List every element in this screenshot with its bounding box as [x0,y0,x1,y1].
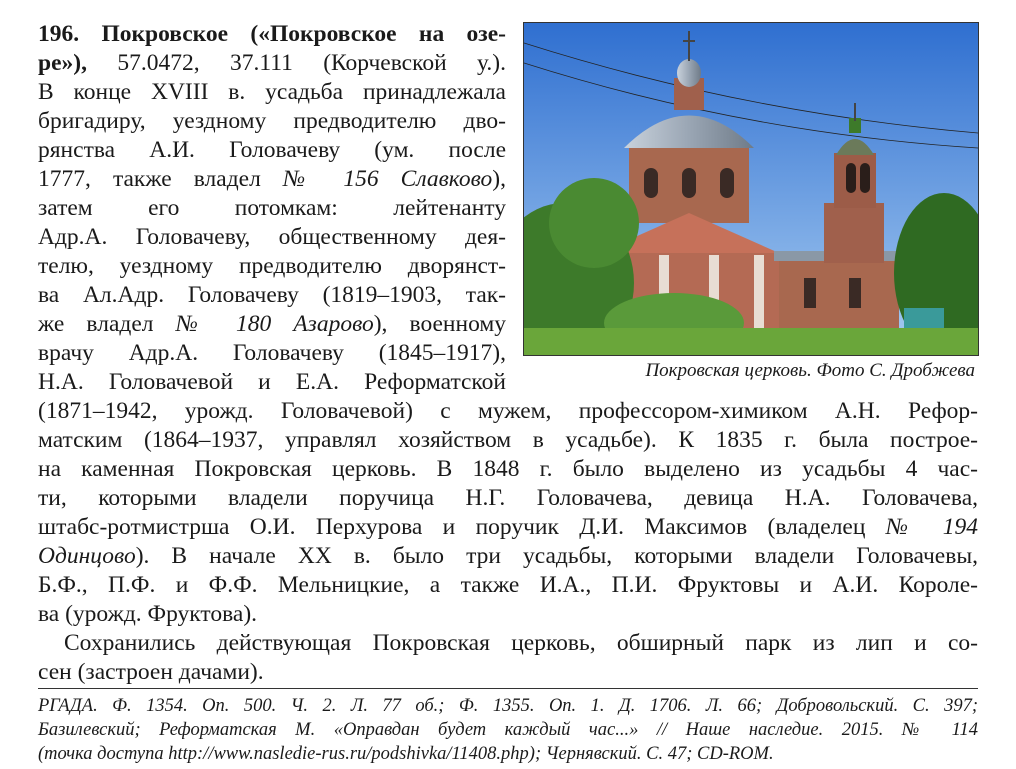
text-span: ), военному [373,311,506,337]
text-span: ). В начале XX в. было три усадьбы, которыми владели Головачевы, [135,543,978,569]
text-line-13: (1871–1942, урожд. Головачевой) с мужем, профессором-химиком А.Н. Рефор- [38,398,978,424]
text-line-8: телю, уездному предводителю дворянст- [38,253,506,279]
photo-caption: Покровская церковь. Фото С. Дробжева [645,360,975,381]
cross-ref-194[interactable]: № 194 [885,514,978,540]
source-line-2: Базилевский; Реформатская М. «Оправдан будет каждый час...» // Наше наследие. 2015. № 114 [38,720,978,740]
text-line-20: ва (урожд. Фруктова). [38,601,258,627]
text-line-3: бригадиру, уездному предводителю дво- [38,108,506,134]
text-line-21: Сохранились действующая Покровская церковь, обширный парк из лип и со- [64,630,978,656]
text-line-6: затем его потомкам: лейтенанту [38,195,506,221]
source-line-1: РГАДА. Ф. 1354. Оп. 500. Ч. 2. Л. 77 об.; Ф. 1355. Оп. 1. Д. 1706. Л. 66; Добровольский. С. 397; [38,696,978,716]
text-line-14: матским (1864–1937, управлял хозяйством в усадьбе). К 1835 г. была построе- [38,427,978,453]
source-line-3: (точка доступа http://www.nasledie-rus.ru/podshivka/11408.php); Чернявский. С. 47; CD-ROM. [38,744,774,764]
text-span: 1777, также владел [38,166,283,192]
text-line-12: Н.А. Головачевой и Е.А. Реформатской [38,369,506,395]
text-line-19: Б.Ф., П.Ф. и Ф.Ф. Мельницкие, а также И.А., П.И. Фруктовы и А.И. Королe- [38,572,978,598]
text-line-18 [38,542,978,571]
cross-ref-194-name[interactable]: Одинцово [38,543,136,569]
text-line-1 [38,49,506,78]
text-line-4: рянства А.И. Головачеву (ум. после [38,137,506,163]
church-photo [523,22,979,356]
coordinates-text: 57.0472, 37.111 (Корчевской у.). [86,50,506,76]
text-line-10 [38,310,506,339]
entry-name-cont: ре»), [38,50,87,76]
text-line-15: на каменная Покровская церковь. В 1848 г. было выделено из усадьбы 4 час- [38,456,978,482]
text-line-17 [38,513,978,542]
text-line-5 [38,165,506,194]
text-line-22: сен (застроен дачами). [38,659,264,685]
text-line-9: ва Ал.Адр. Головачеву (1819–1903, так- [38,282,506,308]
entry-heading [38,20,506,49]
text-line-16: ти, которыми владели поручица Н.Г. Головачева, девица Н.А. Головачева, [38,485,978,511]
text-line-7: Адр.А. Головачеву, общественному дея- [38,224,506,250]
text-span: ), [492,166,506,192]
text-line-11: врачу Адр.А. Головачеву (1845–1917), [38,340,506,366]
cross-ref-180[interactable]: № 180 Азарово [175,311,374,337]
entry-name: Покровское («Покровское на озе- [101,21,506,47]
cross-ref-156[interactable]: № 156 Славково [282,166,493,192]
entry-number: 196. [38,21,80,47]
text-span: же владел [38,311,176,337]
church-illustration [524,23,978,355]
text-line-2: В конце XVIII в. усадьба принадлежала [38,79,506,105]
text-span: штабс-ротмистрша О.И. Перхурова и поручик Д.И. Максимов (владелец [38,514,886,540]
sources-divider [38,688,978,689]
